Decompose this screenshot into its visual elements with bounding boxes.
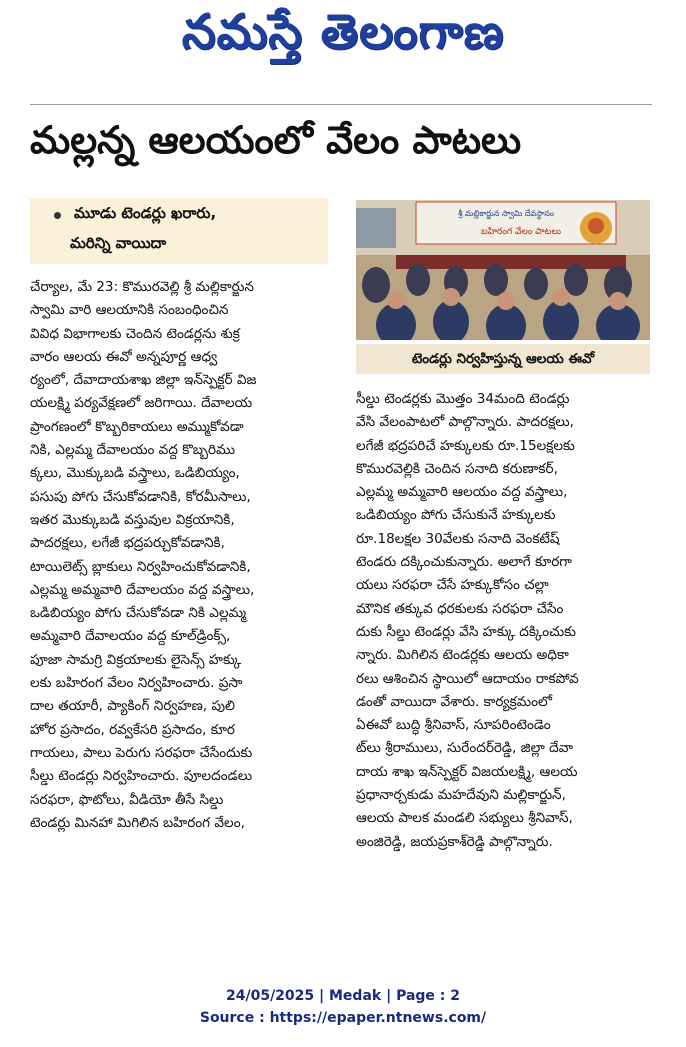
- article-line: రూ.18లక్షల 30వేలకు సనాది వెంకటేష్: [356, 530, 560, 547]
- article-line: సరఫరా, ఫొటోలు, వీడియో తీసే సిల్డు: [30, 791, 224, 808]
- article-column-left: [30, 276, 330, 835]
- article-line: వేసి వేలంపాటలో పాల్గొన్నారు. పాదరక్షలు,: [356, 414, 574, 431]
- article-line: ఇతర మొక్కుబడి వస్తువుల విక్రయానికి,: [30, 511, 235, 528]
- article-line: కొమురవెల్లికి చెందిన సనాది కరుణాకర్,: [356, 460, 558, 477]
- article-line: వివిధ విభాగాలకు చెందిన టెండర్లను శుక్ర: [30, 325, 240, 342]
- article-line: పాదరక్షలు, లగేజీ భద్రపర్చుకోవడానికి,: [30, 535, 225, 552]
- masthead-logo: నమస్తే తెలంగాణ: [181, 4, 505, 60]
- photo-caption: టెండర్లు నిర్వహిస్తున్న ఆలయ ఈవో: [356, 344, 650, 374]
- article-line: ఏఈవో బుద్ధి శ్రీనివాస్, సూపరింటెండెం: [356, 717, 551, 734]
- article-line: టెండర్లు మినహా మిగిలిన బహిరంగ వేలం,: [30, 814, 245, 831]
- article-line: స్వామి వారి ఆలయానికి సంబంధించిన: [30, 302, 229, 319]
- article-line: ఒడిబియ్యం పోగు చేసుకోవడా నికి ఎల్లమ్మ: [30, 605, 247, 622]
- article-line: సీల్డు టెండర్లకు మొత్తం 34మంది టెండర్లు: [356, 391, 570, 407]
- article-line: రలు ఆశించిన స్థాయిలో ఆదాయం రాకపోవ: [356, 670, 579, 687]
- article-line: న్నారు. మిగిలిన టెండర్లకు ఆలయ అధికా: [356, 647, 569, 664]
- article-headline: మల్లన్న ఆలయంలో వేలం పాటలు: [30, 118, 522, 162]
- article-line: ఆలయ పాలక మండలి సభ్యులు శ్రీనివాస్,: [356, 810, 573, 827]
- footer-source-link[interactable]: Source : https://epaper.ntnews.com/: [199, 1010, 487, 1026]
- article-line: లగేజీ భద్రపరిచే హక్కులకు రూ.15లక్షలకు: [356, 437, 575, 454]
- article-line: ట్‌లు శ్రీరాములు, సురేందర్‌రెడ్డి, జిల్లా దేవా: [356, 740, 573, 757]
- photo-sub-banner-text: బహిరంగ వేలం పాటలు: [481, 227, 561, 237]
- article-line: చేర్యాల, మే 23: కొమురవెల్లి శ్రీ మల్లికార్జున: [30, 279, 254, 295]
- article-line: దాయ శాఖ ఇన్‌స్పెక్టర్ విజయలక్ష్మి, ఆలయ: [356, 763, 578, 780]
- article-line: అమ్మవారి దేవాలయం వద్ద కూల్‌డ్రింక్స్,: [30, 628, 231, 645]
- article-line: ర్యంలో, దేవాదాయశాఖ జిల్లా ఇన్‌స్పెక్టర్ విజ: [30, 372, 257, 389]
- article-column-right: [356, 388, 652, 854]
- article-line: ఎల్లమ్మ అమ్మవారి దేవాలయం వద్ద వస్త్రాలు,: [30, 581, 255, 598]
- article-line: డంతో వాయిదా వేశారు. కార్యక్రమంలో: [356, 693, 553, 710]
- article-line: సీల్డు టెండర్లు నిర్వహించారు. పూలదండలు: [30, 768, 253, 785]
- article-line: గాయలు, పాలు పెరుగు సరఫరా చేసేందుకు: [30, 744, 253, 761]
- article-line: మౌనిక తక్కువ ధరకులకు సరఫరా చేసేం: [356, 600, 564, 617]
- article-line: క్కలు, మొక్కుబడి వస్త్రాలు, ఒడిబియ్యం,: [30, 465, 240, 482]
- article-line: దుకు సీల్డు టెండర్లు వేసి హక్కు దక్కించుకు: [356, 623, 576, 640]
- article-line: టాయిలెట్స్ బ్లాకులు నిర్వహించుకోవడానికి,: [30, 558, 251, 575]
- article-line: ఎల్లమ్మ అమ్మవారి ఆలయం వద్ద వస్త్రాలు,: [356, 484, 568, 501]
- article-line: యలు సరఫరా చేసే హక్కుకోసం చల్లా: [356, 577, 549, 594]
- article-line: ప్రధానార్చకుడు మహదేవుని మల్లికార్జున్,: [356, 787, 566, 804]
- article-line: దాల తయారీ, ప్యాకింగ్ నిర్వహణ, పులి: [30, 698, 235, 715]
- article-line: పూజా సామగ్రి విక్రయాలకు లైసెన్స్ హక్కు: [30, 651, 242, 668]
- article-line: వారం ఆలయ ఈవో అన్నపూర్ణ ఆధ్వ: [30, 348, 218, 365]
- article-line: నికి, ఎల్లమ్మ దేవాలయం వద్ద కొబ్బరిము: [30, 442, 236, 459]
- header-divider: [30, 104, 652, 105]
- article-line: పసుపు పోగు చేసుకోవడానికి, కోరమీసాలు,: [30, 488, 251, 505]
- kicker-line-2: మరిన్ని వాయిదా: [70, 234, 167, 252]
- article-line: టెండరు దక్కించుకున్నారు. అలాగే కూరగా: [356, 554, 572, 571]
- photo-illustration: [356, 200, 650, 340]
- article-line: ప్రాంగణంలో కొబ్బరికాయలు అమ్ముకోవడా: [30, 418, 244, 435]
- bullet-icon: [54, 212, 61, 219]
- article-photo: [356, 200, 650, 340]
- photo-banner-text: శ్రీ మల్లికార్జున స్వామి దేవస్థానం: [458, 209, 554, 218]
- article-line: లకు బహిరంగ వేలం నిర్వహించారు. ప్రసా: [30, 675, 243, 692]
- article-line: అంజిరెడ్డి, జయప్రకాశ్‌రెడ్డి పాల్గొన్నారు.: [356, 833, 553, 850]
- kicker-box: [30, 198, 328, 264]
- article-line: ఒడిబియ్యం పోగు చేసుకునే హక్కులకు: [356, 507, 556, 524]
- article-line: హోర ప్రసాదం, రవ్వకేసరి ప్రసాదం, కూర: [30, 721, 235, 738]
- kicker-line-1: మూడు టెండర్లు ఖరారు,: [74, 204, 217, 222]
- footer-date-edition: 24/05/2025 | Medak | Page : 2: [225, 988, 461, 1004]
- article-line: యలక్ష్మి పర్యవేక్షణలో జరిగాయి. దేవాలయ: [30, 395, 253, 412]
